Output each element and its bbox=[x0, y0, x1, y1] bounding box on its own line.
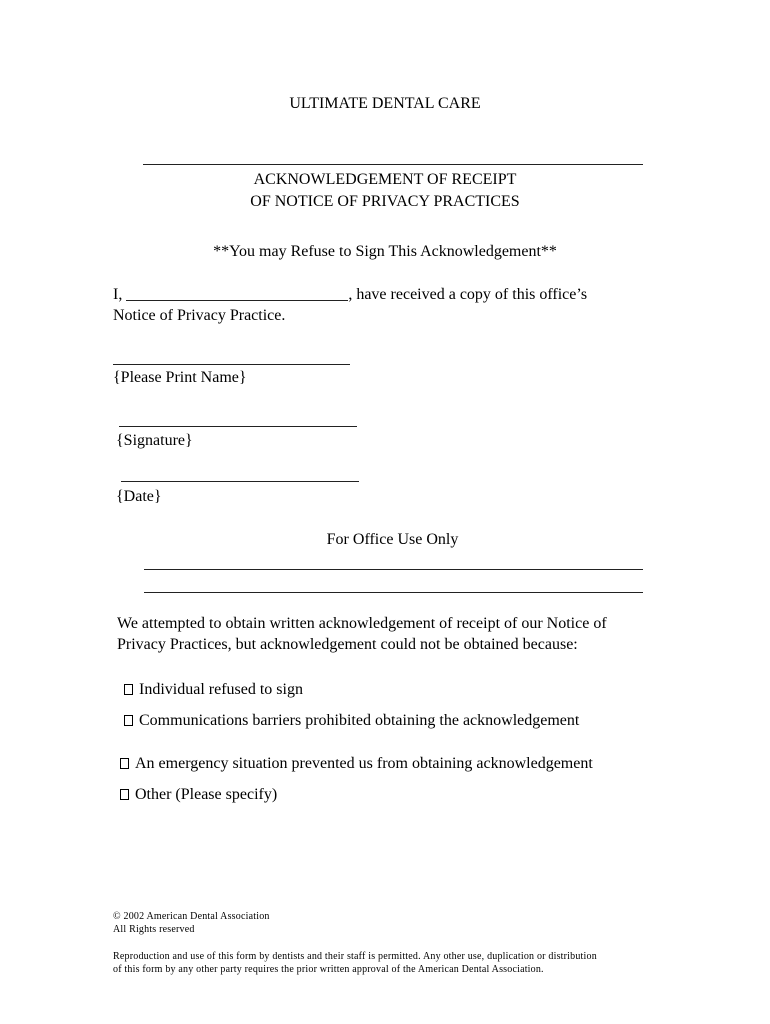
signature-label: {Signature} bbox=[116, 432, 193, 449]
divider-rule bbox=[143, 164, 643, 165]
checkbox-icon[interactable] bbox=[120, 789, 129, 800]
office-use-paragraph-line1: We attempted to obtain written acknowledgement of receipt of our Notice of bbox=[117, 615, 607, 632]
date-label: {Date} bbox=[116, 488, 162, 505]
checkbox-icon[interactable] bbox=[120, 758, 129, 769]
office-use-line-2[interactable] bbox=[144, 592, 643, 593]
statement-prefix: I, bbox=[113, 286, 123, 303]
office-use-paragraph-line2: Privacy Practices, but acknowledgement could not be obtained because: bbox=[117, 636, 578, 653]
statement-line1 bbox=[113, 285, 587, 305]
date-line[interactable] bbox=[121, 481, 359, 482]
option-label: Other (Please specify) bbox=[135, 786, 278, 803]
office-use-line-1[interactable] bbox=[144, 569, 643, 570]
refuse-notice: **You may Refuse to Sign This Acknowledgement** bbox=[213, 243, 557, 260]
checkbox-icon[interactable] bbox=[124, 684, 133, 695]
practice-name: ULTIMATE DENTAL CARE bbox=[289, 95, 481, 112]
footer-reproduction-line1: Reproduction and use of this form by dentists and their staff is permitted. Any other use, duplication or distribution bbox=[113, 951, 597, 962]
form-title-line1: ACKNOWLEDGEMENT OF RECEIPT bbox=[253, 171, 517, 188]
statement-line2: Notice of Privacy Practice. bbox=[113, 307, 286, 324]
form-title-line2: OF NOTICE OF PRIVACY PRACTICES bbox=[250, 193, 520, 210]
footer-reproduction-line2: of this form by any other party requires the prior written approval of the American Dental Association. bbox=[113, 964, 544, 975]
office-use-heading: For Office Use Only bbox=[326, 531, 459, 548]
option-individual-refused[interactable] bbox=[124, 680, 303, 700]
option-other[interactable] bbox=[120, 785, 277, 805]
signature-line[interactable] bbox=[119, 426, 357, 427]
statement-suffix: , have received a copy of this office’s bbox=[348, 286, 588, 303]
print-name-label: {Please Print Name} bbox=[113, 369, 247, 386]
option-label: Communications barriers prohibited obtaining the acknowledgement bbox=[139, 712, 580, 729]
print-name-line[interactable] bbox=[113, 364, 350, 365]
option-emergency[interactable] bbox=[120, 754, 593, 774]
footer-copyright: © 2002 American Dental Association bbox=[113, 911, 270, 922]
option-label: An emergency situation prevented us from obtaining acknowledgement bbox=[135, 755, 593, 772]
option-label: Individual refused to sign bbox=[139, 681, 303, 698]
patient-name-blank[interactable] bbox=[126, 286, 348, 301]
footer-rights: All Rights reserved bbox=[113, 924, 195, 935]
option-communication-barriers[interactable] bbox=[124, 711, 579, 731]
checkbox-icon[interactable] bbox=[124, 715, 133, 726]
